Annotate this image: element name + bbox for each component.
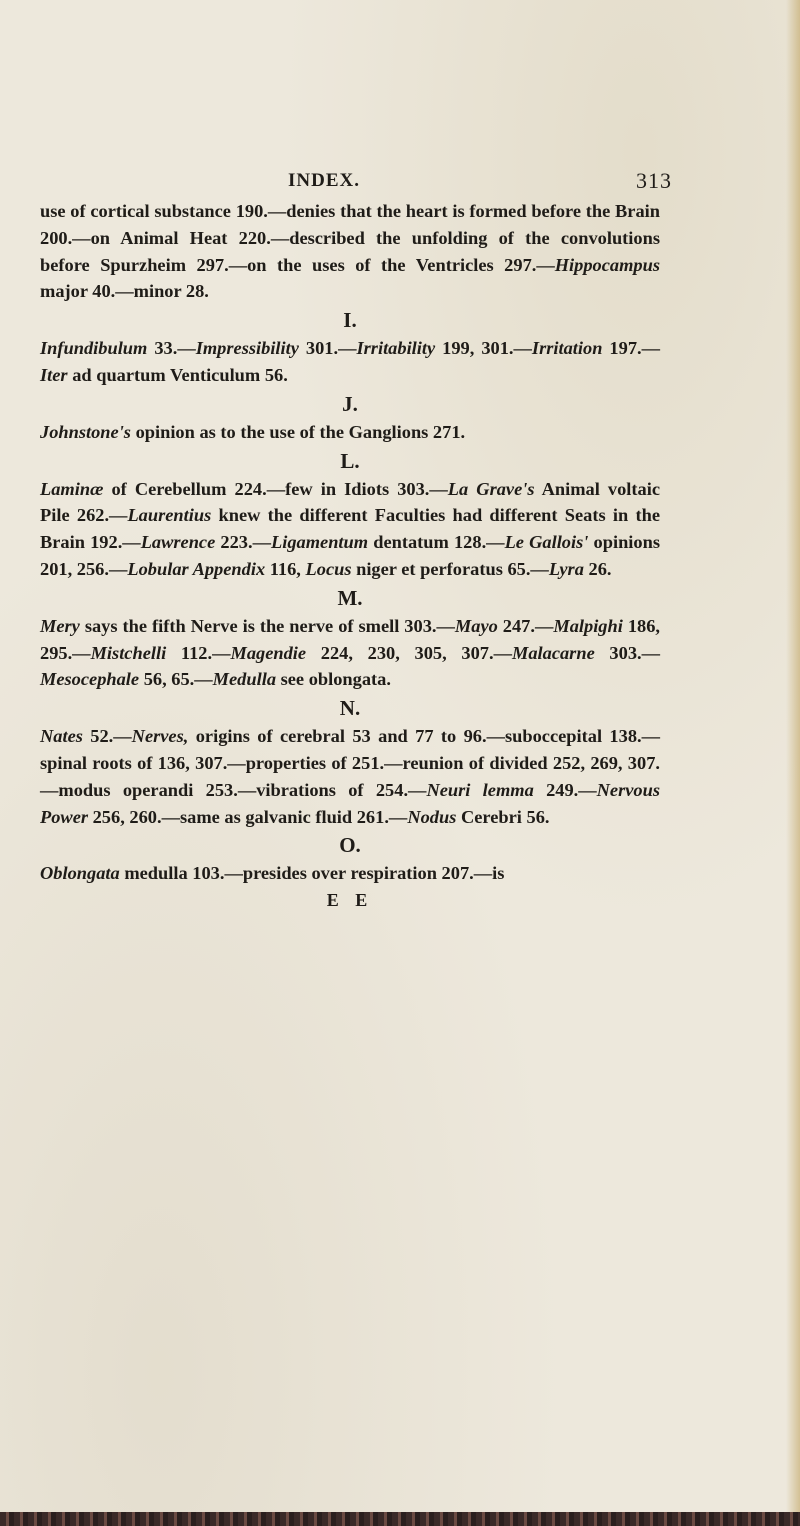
index-text: major 40.—minor 28. — [40, 281, 209, 302]
index-entry-l — [40, 476, 660, 583]
index-term: Mery — [40, 615, 80, 636]
index-term: Malpighi — [553, 615, 623, 636]
section-letter-i: I. — [343, 308, 357, 333]
index-term: Johnstone's — [40, 421, 131, 442]
index-entry-o — [40, 860, 660, 887]
index-term: Irritability — [356, 338, 436, 359]
index-term: Lyra — [548, 558, 584, 579]
index-text: 301.— — [298, 338, 357, 359]
index-text: 197.— — [602, 338, 660, 359]
index-text: medulla 103.—presides over respiration 207.—is — [119, 863, 505, 884]
section-letter-j: J. — [342, 391, 358, 416]
index-text: 26. — [583, 558, 612, 579]
index-text: 223.— — [215, 532, 271, 553]
index-text: 199, 301.— — [435, 338, 532, 359]
index-text: use of cortical substance 190.—denies that the heart is formed before the Brain 200.—on Animal Heat 220.—described the unfolding of the convolutions before Spurzheim 297.—on the uses of the Ventricles 297.— — [40, 201, 660, 275]
page-number: 313 — [636, 168, 672, 193]
index-term: La Grave's — [447, 478, 535, 499]
index-text: 33.— — [147, 338, 196, 359]
index-term: Infundibulum — [40, 338, 148, 359]
index-term: Laurentius — [127, 505, 212, 526]
index-term: Locus — [305, 558, 352, 579]
index-term: Medulla — [212, 669, 277, 690]
index-body — [40, 198, 660, 914]
index-text: 116, — [265, 558, 306, 579]
section-letter-m: M. — [337, 585, 363, 610]
index-entry-continued — [40, 198, 660, 305]
index-text: see oblongata. — [276, 669, 391, 690]
index-term: Oblongata — [40, 863, 120, 884]
index-term: Le Gallois' — [504, 532, 589, 553]
index-entry-n — [40, 723, 660, 830]
index-text: 112.— — [166, 642, 231, 663]
index-text: 56, 65.— — [139, 669, 213, 690]
signature-mark: E E — [326, 890, 374, 911]
section-letter-l: L. — [340, 448, 360, 473]
index-text: dentatum 128.— — [368, 532, 505, 553]
index-text: opinions 201, 256.— — [40, 532, 660, 579]
index-text: 256, 260.—same as galvanic fluid 261.— — [88, 806, 408, 827]
index-term: Malacarne — [511, 642, 595, 663]
index-text: of Cerebellum 224.—few in Idiots 303.— — [103, 478, 448, 499]
index-text: Cerebri 56. — [456, 806, 550, 827]
index-term: Iter — [40, 364, 68, 385]
index-text: niger et perforatus 65.— — [351, 558, 549, 579]
index-term: Mistchelli — [90, 642, 167, 663]
index-text: 52.— — [82, 726, 132, 747]
index-term: Ligamentum — [271, 532, 369, 553]
index-term: Hippocampus — [554, 254, 660, 275]
index-text: 224, 230, 305, 307.— — [306, 642, 512, 663]
index-term: Impressibility — [195, 338, 299, 359]
index-entry-j — [40, 419, 660, 446]
index-term: Laminæ — [40, 478, 104, 499]
index-term: Neuri lemma — [426, 779, 534, 800]
index-text: ad quartum Venticulum 56. — [67, 364, 288, 385]
index-term: Nodus — [407, 806, 457, 827]
index-term: Lobular Appendix — [127, 558, 266, 579]
index-term: Mayo — [454, 615, 498, 636]
index-text: knew the different Faculties had different Seats in the Brain 192.— — [40, 505, 660, 553]
section-letter-n: N. — [339, 696, 361, 721]
index-term: Nerves, — [131, 726, 189, 747]
index-text: Animal voltaic Pile 262.— — [40, 478, 660, 526]
index-term: Irritation — [531, 338, 603, 359]
section-letter-o: O. — [339, 833, 361, 858]
index-entry-i — [40, 335, 660, 389]
index-term: Lawrence — [140, 532, 216, 553]
index-entry-m — [40, 613, 660, 693]
index-text: 303.— — [594, 642, 660, 663]
index-text: 186, 295.— — [40, 615, 660, 663]
index-text: says the fifth Nerve is the nerve of smell 303.— — [79, 615, 455, 636]
index-term: Mesocephale — [40, 669, 140, 690]
binding-edge — [0, 1512, 800, 1526]
header-title: INDEX. — [288, 170, 360, 191]
index-text: 247.— — [497, 615, 554, 636]
running-header — [40, 168, 672, 196]
index-term: Nervous Power — [40, 779, 660, 827]
index-term: Nates — [40, 726, 83, 747]
page-edge — [786, 0, 800, 1526]
index-text: opinion as to the use of the Ganglions 271. — [130, 421, 466, 442]
index-text: origins of cerebral 53 and 77 to 96.—suboccepital 138.—spinal roots of 136, 307.—properties of 251.—reunion of divided 252, 269, 307.—modus operandi 253.—vibrations of 254.— — [40, 726, 660, 800]
index-term: Magendie — [230, 642, 307, 663]
index-text: 249.— — [533, 779, 597, 800]
